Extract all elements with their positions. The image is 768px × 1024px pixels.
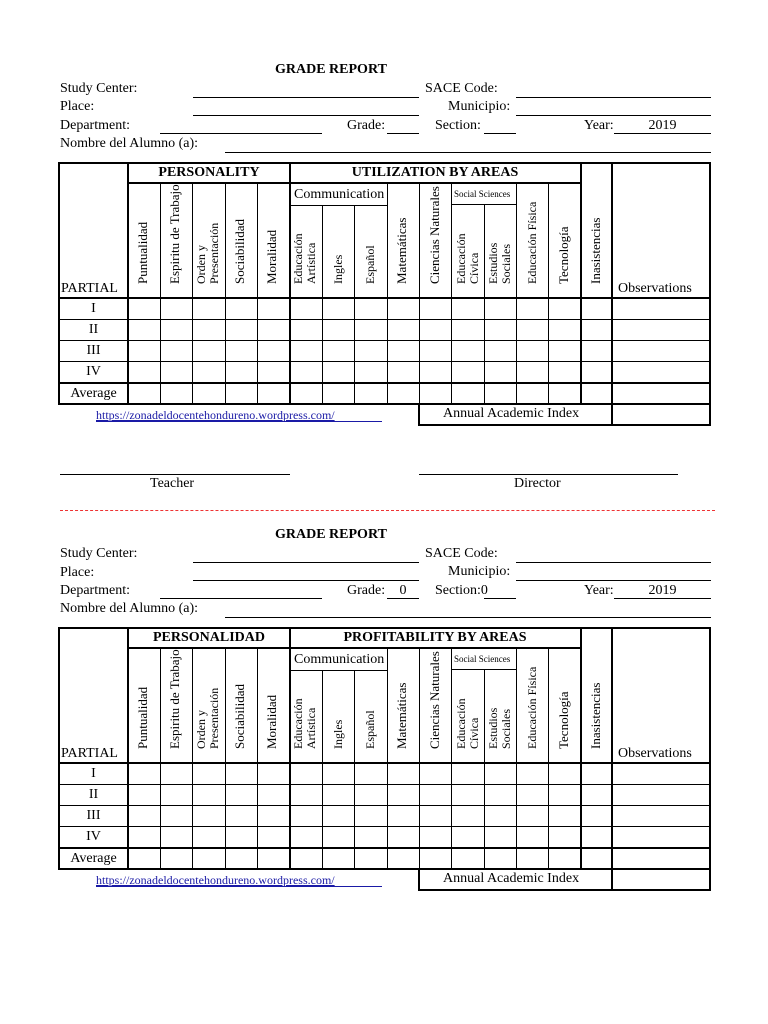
- academic-index-label-cell: [418, 403, 613, 426]
- department-label: Department:: [60, 118, 130, 133]
- row-rule: [58, 340, 711, 341]
- student-name-field[interactable]: [225, 152, 711, 153]
- col-rule: [192, 183, 193, 405]
- student-name-label: Nombre del Alumno (a):: [60, 136, 199, 151]
- inasist-col-rule: [580, 162, 582, 405]
- col-educacion-artistica-1: Educación: [291, 698, 305, 749]
- col-educacion-fisica: Educación Física: [525, 201, 539, 284]
- teacher-label: Teacher: [150, 476, 195, 491]
- grades-table: [58, 627, 711, 870]
- place-label: Place:: [60, 565, 95, 580]
- col-educacion-civica-2: Cívica: [467, 252, 481, 284]
- obs-col-rule: [611, 162, 613, 405]
- header-bottom-rule: [58, 297, 711, 299]
- col-rule: [322, 671, 323, 870]
- row-label-average: Average: [70, 851, 117, 866]
- col-tecnologia: Tecnología: [556, 691, 571, 749]
- grade-report-2: [0, 465, 768, 905]
- col-rule: [516, 183, 517, 405]
- personality-header: PERSONALITY: [158, 165, 260, 180]
- student-name-label: Nombre del Alumno (a):: [60, 601, 199, 616]
- col-rule: [387, 183, 388, 405]
- academic-index-label: Annual Academic Index: [443, 406, 580, 421]
- partial-col-rule: [127, 162, 129, 405]
- section-label: Section:0: [435, 583, 488, 598]
- col-rule: [484, 670, 485, 870]
- col-matematicas: Matemáticas: [394, 682, 409, 749]
- col-matematicas: Matemáticas: [394, 217, 409, 284]
- grades-table: [58, 162, 711, 405]
- observations-header: Observations: [618, 746, 692, 761]
- col-rule: [419, 648, 420, 870]
- group-header-rule: [128, 647, 582, 649]
- academic-index-value[interactable]: [611, 403, 711, 426]
- col-orden-y: Orden y: [194, 710, 208, 749]
- partial-header: PARTIAL: [61, 746, 118, 761]
- col-rule: [160, 183, 161, 405]
- row-rule: [58, 784, 711, 785]
- section-label: Section:: [435, 118, 481, 133]
- department-field[interactable]: [160, 133, 322, 134]
- col-estudios-sociales-1: Estudios: [486, 707, 500, 749]
- col-espiritu-de-trabajo: Espiritu de Trabajo: [167, 649, 182, 749]
- col-rule: [484, 205, 485, 405]
- sace-code-field[interactable]: [516, 97, 711, 98]
- col-rule: [192, 648, 193, 870]
- grade-field[interactable]: [387, 133, 419, 134]
- row-label-iii: III: [86, 808, 101, 823]
- col-rule: [387, 648, 388, 870]
- row-label-i: I: [91, 766, 96, 781]
- inasist-col-rule: [580, 627, 582, 870]
- col-educacion-artistica-1: Educación: [291, 233, 305, 284]
- col-rule: [516, 648, 517, 870]
- sace-code-label: SACE Code:: [425, 546, 498, 561]
- grade-label: Grade:: [347, 583, 386, 598]
- year-label: Year:: [584, 583, 614, 598]
- col-rule: [225, 648, 226, 870]
- col-sociabilidad: Sociabilidad: [232, 219, 247, 284]
- col-estudios-sociales-2: Sociales: [499, 244, 513, 284]
- col-estudios-sociales-1: Estudios: [486, 242, 500, 284]
- link-underline: [96, 421, 382, 422]
- place-label: Place:: [60, 99, 95, 114]
- partial-col-rule: [127, 627, 129, 870]
- director-label: Director: [514, 476, 561, 491]
- col-moralidad: Moralidad: [264, 694, 279, 749]
- year-label: Year:: [584, 118, 614, 133]
- col-espanol: Español: [363, 710, 377, 749]
- department-label: Department:: [60, 583, 130, 598]
- col-ciencias-naturales: Ciencias Naturales: [427, 651, 442, 749]
- areas-header: PROFITABILITY BY AREAS: [343, 630, 527, 645]
- sace-code-field[interactable]: [516, 562, 711, 563]
- report-title: GRADE REPORT: [275, 527, 387, 542]
- col-presentacion: Presentación: [207, 687, 221, 749]
- social-sciences-header: Social Sciences: [454, 189, 511, 199]
- col-educacion-civica-1: Educación: [454, 233, 468, 284]
- social-sciences-header: Social Sciences: [454, 654, 511, 664]
- col-puntualidad: Puntualidad: [135, 221, 150, 284]
- partial-header: PARTIAL: [61, 281, 118, 296]
- municipio-field[interactable]: [516, 115, 711, 116]
- grade-report-1: [0, 0, 768, 500]
- row-label-iv: IV: [86, 829, 101, 844]
- col-educacion-artistica-2: Artística: [304, 242, 318, 284]
- col-orden-y: Orden y: [194, 245, 208, 284]
- col-rule: [322, 206, 323, 405]
- municipio-label: Municipio:: [448, 99, 511, 114]
- observations-header: Observations: [618, 281, 692, 296]
- col-ciencias-naturales: Ciencias Naturales: [427, 186, 442, 284]
- study-center-field[interactable]: [193, 97, 419, 98]
- municipio-label: Municipio:: [448, 564, 511, 579]
- website-link[interactable]: https://zonadeldocentehondureno.wordpress.com/: [96, 408, 335, 422]
- col-rule: [451, 648, 452, 870]
- col-educacion-civica-1: Educación: [454, 698, 468, 749]
- col-rule: [160, 648, 161, 870]
- col-rule: [451, 183, 452, 405]
- average-rule: [58, 382, 711, 384]
- col-rule: [354, 206, 355, 405]
- communication-rule: [290, 670, 387, 671]
- col-ingles: Ingles: [331, 254, 345, 284]
- col-presentacion: Presentación: [207, 222, 221, 284]
- academic-index-value[interactable]: [611, 868, 711, 891]
- col-espanol: Español: [363, 245, 377, 284]
- row-label-ii: II: [88, 787, 99, 802]
- year-value: 2019: [648, 118, 677, 133]
- year-field[interactable]: [614, 133, 711, 134]
- col-puntualidad: Puntualidad: [135, 686, 150, 749]
- department-field[interactable]: [160, 598, 322, 599]
- academic-index-label-cell: [418, 868, 613, 891]
- grade-value: 0: [399, 583, 407, 598]
- col-educacion-artistica-2: Artística: [304, 707, 318, 749]
- col-inasistencias: Inasistencias: [588, 682, 603, 749]
- communication-rule: [290, 205, 387, 206]
- municipio-field[interactable]: [516, 580, 711, 581]
- grade-field[interactable]: [387, 598, 419, 599]
- row-rule: [58, 805, 711, 806]
- col-rule: [419, 183, 420, 405]
- place-field[interactable]: [193, 580, 419, 581]
- student-name-field[interactable]: [225, 617, 711, 618]
- row-rule: [58, 826, 711, 827]
- row-label-iv: IV: [86, 364, 101, 379]
- row-label-ii: II: [88, 322, 99, 337]
- col-rule: [257, 648, 258, 870]
- sace-code-label: SACE Code:: [425, 81, 498, 96]
- col-rule: [548, 183, 549, 405]
- study-center-label: Study Center:: [60, 546, 138, 561]
- row-label-iii: III: [86, 343, 101, 358]
- col-sociabilidad: Sociabilidad: [232, 684, 247, 749]
- average-rule: [58, 847, 711, 849]
- link-underline: [96, 886, 382, 887]
- col-espiritu-de-trabajo: Espiritu de Trabajo: [167, 184, 182, 284]
- col-inasistencias: Inasistencias: [588, 217, 603, 284]
- personality-header: PERSONALIDAD: [152, 630, 265, 645]
- communication-header: Communication: [294, 652, 385, 667]
- row-label-average: Average: [70, 386, 117, 401]
- year-value: 2019: [648, 583, 677, 598]
- areas-header: UTILIZATION BY AREAS: [351, 165, 519, 180]
- report-title: GRADE REPORT: [275, 62, 387, 77]
- section-field[interactable]: [484, 133, 516, 134]
- section-field[interactable]: [484, 598, 516, 599]
- row-label-i: I: [91, 301, 96, 316]
- col-rule: [257, 183, 258, 405]
- col-tecnologia: Tecnología: [556, 226, 571, 284]
- study-center-field[interactable]: [193, 562, 419, 563]
- header-bottom-rule: [58, 762, 711, 764]
- col-rule: [225, 183, 226, 405]
- communication-header: Communication: [294, 187, 385, 202]
- row-rule: [58, 319, 711, 320]
- study-center-label: Study Center:: [60, 81, 138, 96]
- col-ingles: Ingles: [331, 719, 345, 749]
- year-field[interactable]: [614, 598, 711, 599]
- obs-col-rule: [611, 627, 613, 870]
- col-estudios-sociales-2: Sociales: [499, 709, 513, 749]
- grade-label: Grade:: [347, 118, 386, 133]
- col-moralidad: Moralidad: [264, 229, 279, 284]
- row-rule: [58, 361, 711, 362]
- col-rule: [548, 648, 549, 870]
- col-educacion-fisica: Educación Física: [525, 666, 539, 749]
- col-educacion-civica-2: Cívica: [467, 717, 481, 749]
- website-link[interactable]: https://zonadeldocentehondureno.wordpress.com/: [96, 873, 335, 887]
- academic-index-label: Annual Academic Index: [443, 871, 580, 886]
- group-header-rule: [128, 182, 582, 184]
- col-rule: [354, 671, 355, 870]
- place-field[interactable]: [193, 115, 419, 116]
